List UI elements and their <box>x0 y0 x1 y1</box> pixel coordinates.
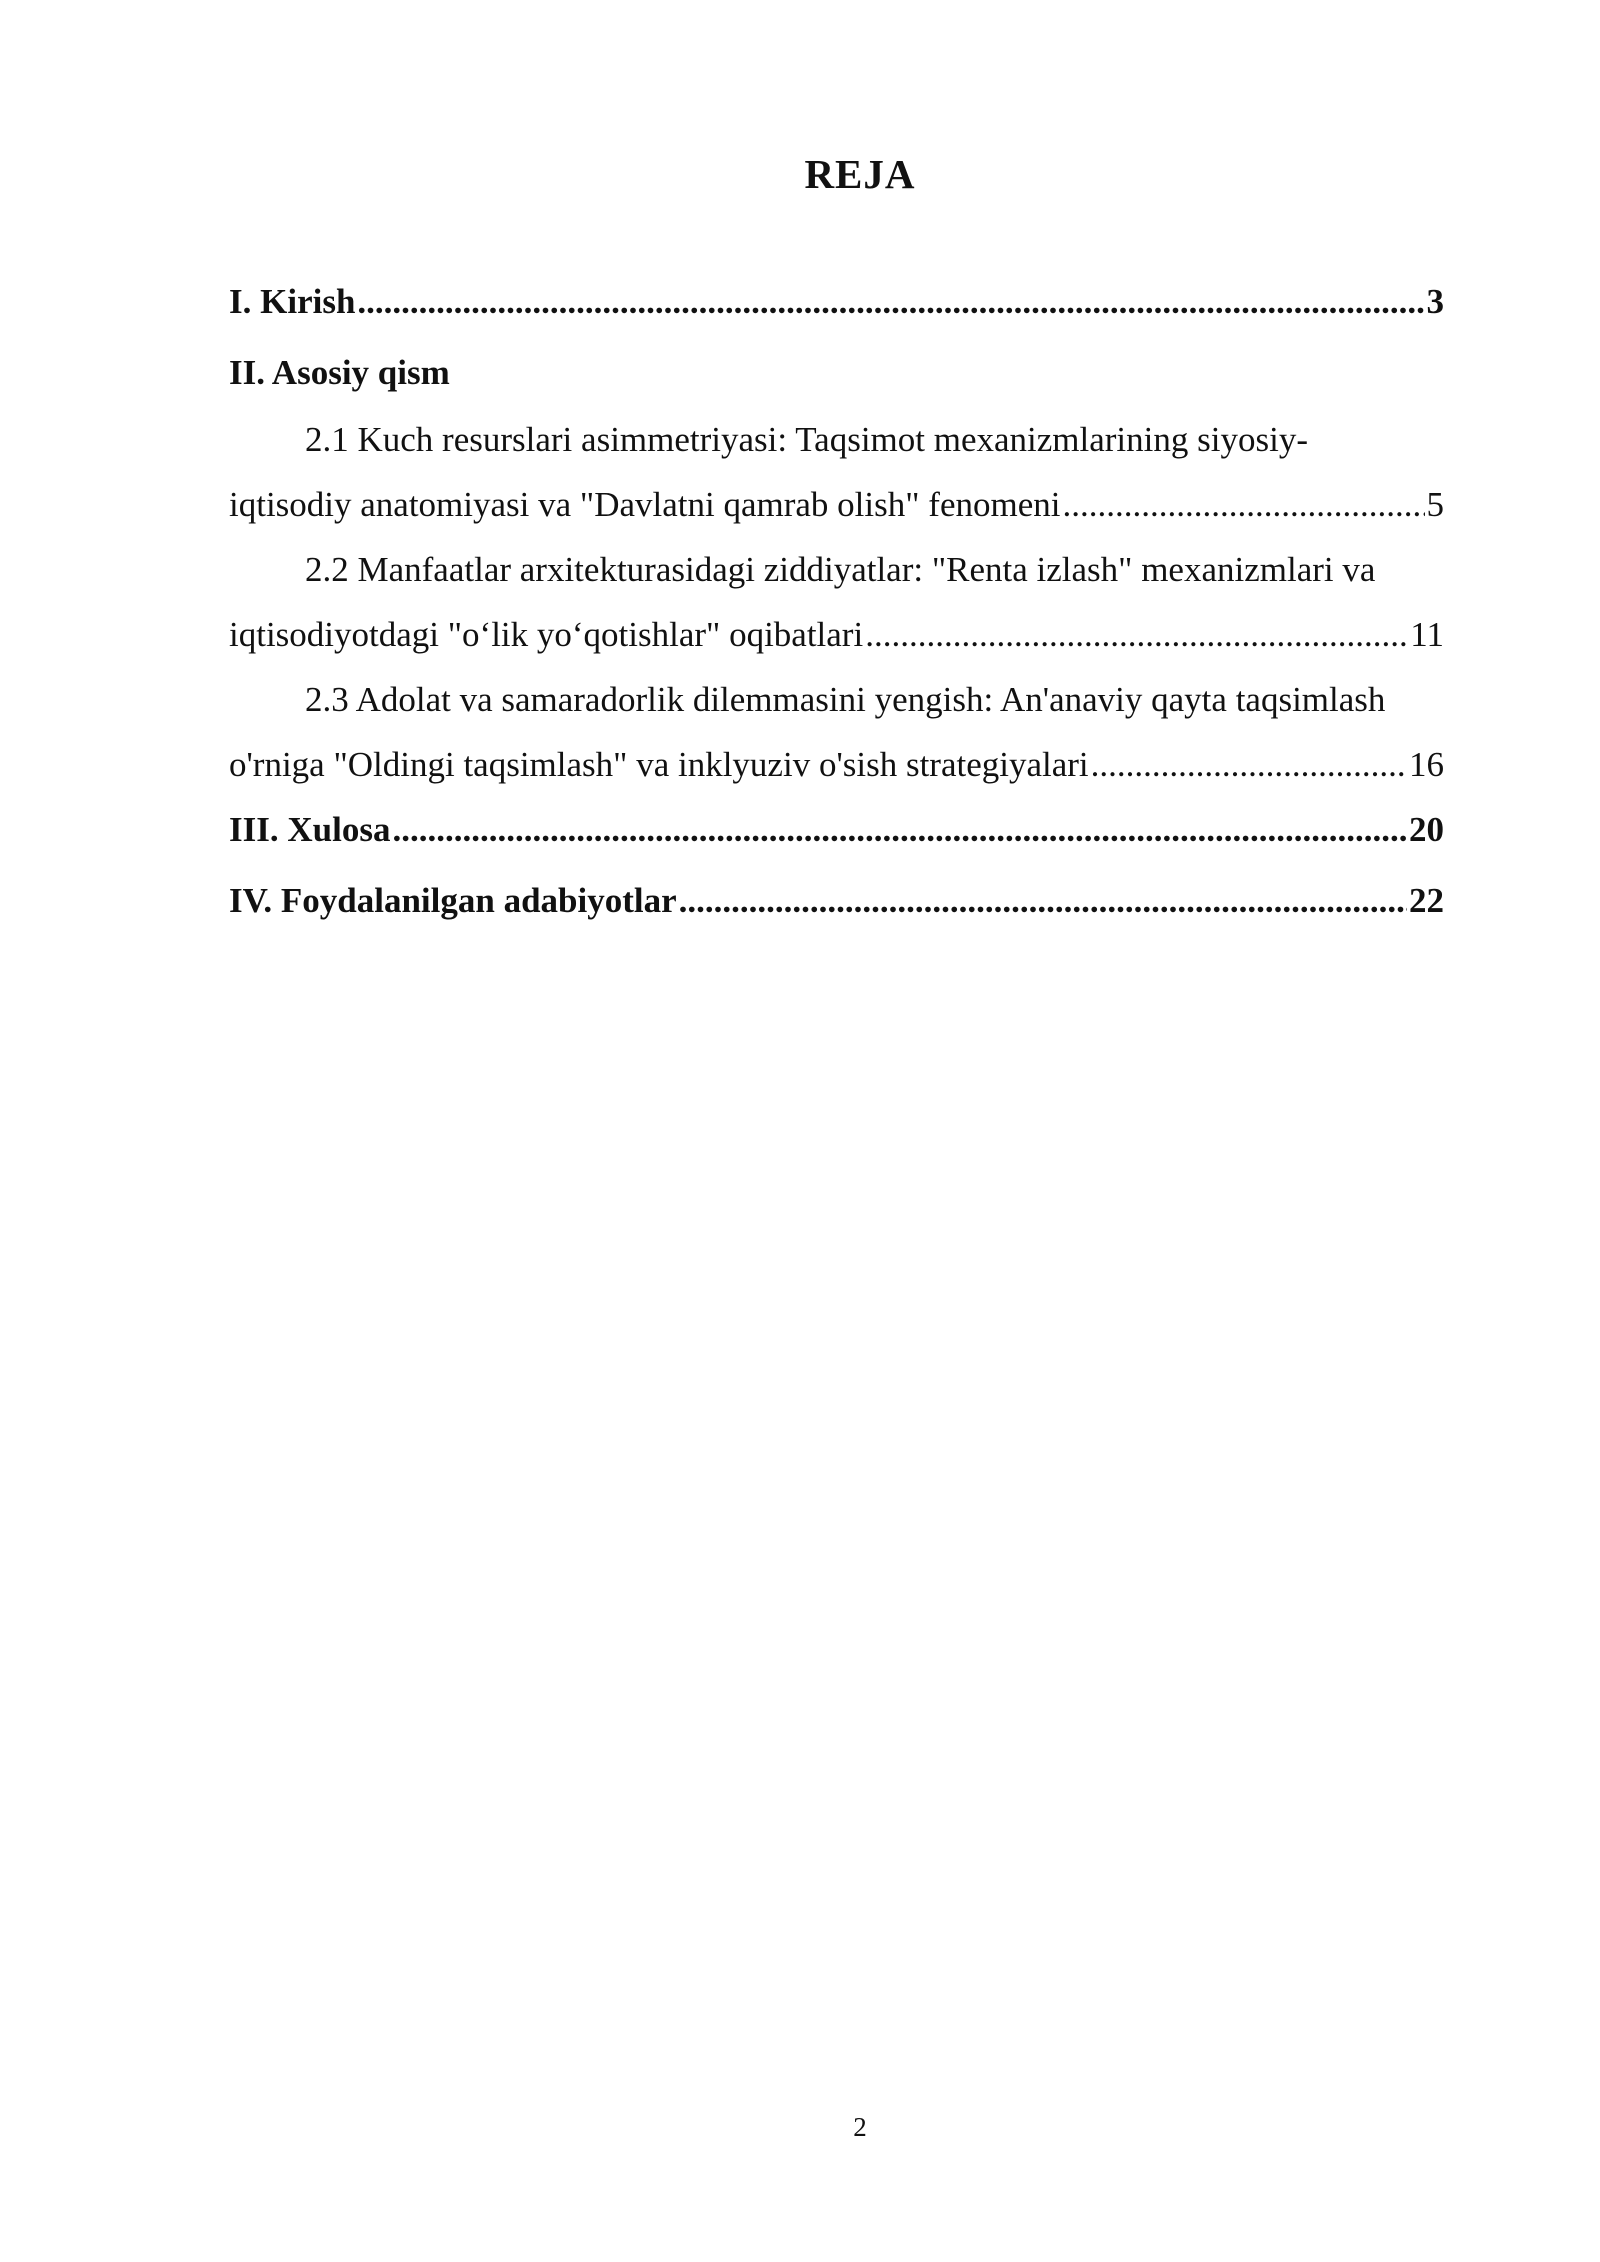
dot-leader <box>865 613 1408 657</box>
toc-entry-references[interactable] <box>229 879 1444 923</box>
toc-subentry-label: o'rniga "Oldingi taqsimlash" va inklyuziv o'sish strategiyalari <box>229 745 1089 784</box>
toc-subentry-line: 2.3 Adolat va samaradorlik dilemmasini yengish: An'anaviy qayta taqsimlash <box>305 680 1386 719</box>
toc-subentry-line: 2.2 Manfaatlar arxitekturasidagi ziddiyatlar: "Renta izlash" mexanizmlari va <box>305 550 1376 589</box>
toc-entry-page: 16 <box>1409 745 1444 784</box>
toc-entry-page: 11 <box>1410 615 1444 654</box>
toc-entry-intro[interactable] <box>229 280 1444 324</box>
page-number: 2 <box>853 2112 867 2142</box>
toc-entry-label: IV. Foydalanilgan adabiyotlar <box>229 881 677 920</box>
dot-leader <box>679 879 1407 923</box>
toc-subentry-2-3[interactable] <box>229 678 1444 787</box>
toc-entry-page: 22 <box>1409 881 1444 920</box>
toc-entry-page: 5 <box>1426 485 1444 524</box>
toc-entry-page: 3 <box>1426 282 1444 321</box>
page-title: REJA <box>804 151 916 197</box>
toc-subentry-2-1[interactable] <box>229 418 1444 527</box>
dot-leader <box>357 280 1424 324</box>
toc-subentry-label: iqtisodiyotdagi "o‘lik yo‘qotishlar" oqibatlari <box>229 615 864 654</box>
dot-leader <box>392 808 1407 852</box>
dot-leader <box>1062 483 1424 527</box>
toc-entry-label: III. Xulosa <box>229 810 391 849</box>
table-of-contents <box>229 280 1444 923</box>
toc-subentry-line <box>229 613 1444 657</box>
toc-subentry-line <box>229 483 1444 527</box>
toc-entry-page: 20 <box>1409 810 1444 849</box>
toc-heading-main: II. Asosiy qism <box>229 353 450 392</box>
toc-entry-conclusion[interactable] <box>229 808 1444 852</box>
toc-subentry-label: iqtisodiy anatomiyasi va "Davlatni qamrab olish" fenomeni <box>229 485 1061 524</box>
toc-subentry-line <box>229 743 1444 787</box>
toc-subentry-2-2[interactable] <box>229 548 1444 657</box>
toc-subentry-line: 2.1 Kuch resurslari asimmetriyasi: Taqsimot mexanizmlarining siyosiy- <box>305 420 1308 459</box>
toc-entry-label: I. Kirish <box>229 282 356 321</box>
dot-leader <box>1091 743 1407 787</box>
